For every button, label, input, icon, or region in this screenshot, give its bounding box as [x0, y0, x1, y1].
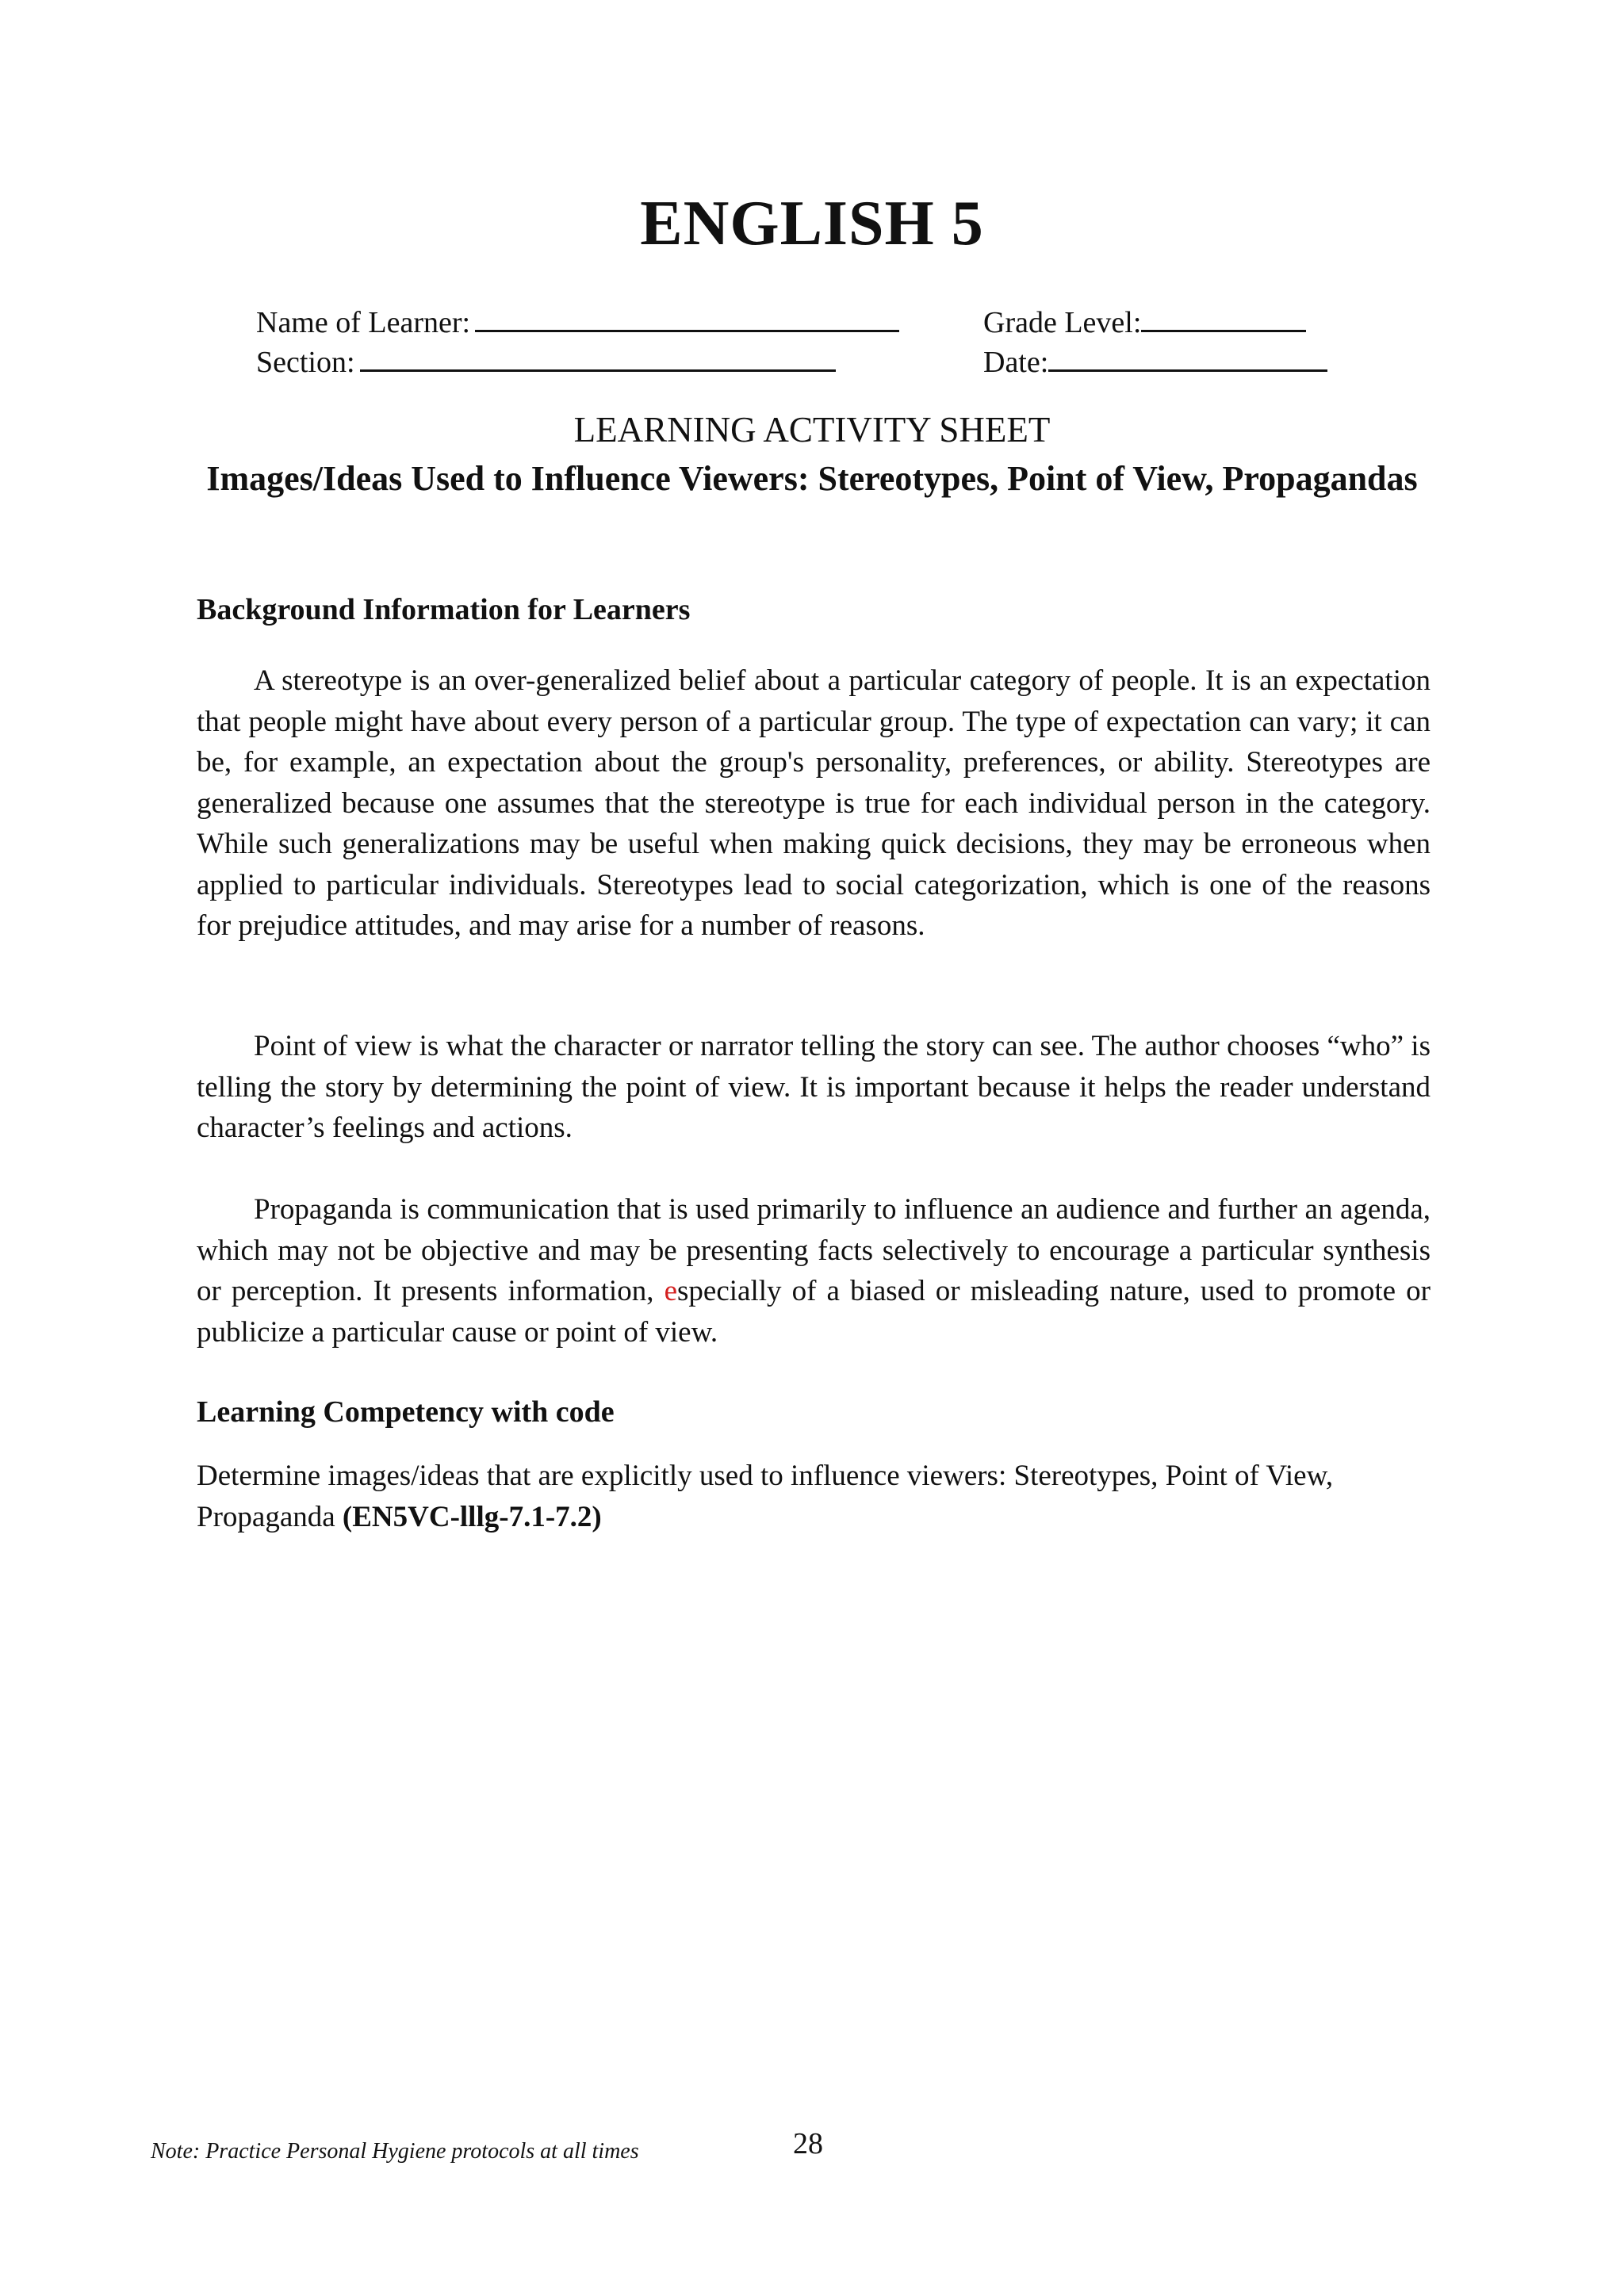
competency-description: Determine images/ideas that are explicitly used to influence viewers: Stereotypes, Point of View, Propaganda [197, 1460, 1334, 1533]
section-row [256, 341, 836, 381]
name-of-learner-blank [475, 301, 899, 332]
page-title: ENGLISH 5 [640, 189, 984, 258]
highlighted-letter: e [664, 1275, 677, 1307]
propaganda-text-start: Propaganda is communication that is used primarily to influence an audience and further an agenda, which may not be objective and may be presenting facts selectively to encourage a particular synthesis or perception. It presents information, [197, 1193, 1431, 1307]
competency-text [197, 1456, 1402, 1538]
section-blank [360, 341, 836, 372]
date-blank [1048, 341, 1327, 372]
date-label: Date: [983, 346, 1049, 379]
date-row [983, 341, 1327, 381]
grade-level-blank [1141, 301, 1306, 332]
competency-heading: Learning Competency with code [197, 1395, 615, 1429]
page-number: 28 [793, 2127, 823, 2160]
grade-level-label: Grade Level: [983, 306, 1142, 339]
name-of-learner-row [256, 301, 899, 342]
name-of-learner-label: Name of Learner: [256, 306, 471, 339]
propaganda-paragraph [197, 1189, 1431, 1353]
grade-level-row [983, 301, 1306, 342]
activity-sheet-label: LEARNING ACTIVITY SHEET [573, 410, 1051, 450]
section-label: Section: [256, 346, 355, 379]
propaganda-text-end: specially of a biased or misleading nature, used to promote or publicize a particular cause or point of view. [197, 1275, 1431, 1349]
point-of-view-paragraph: Point of view is what the character or narrator telling the story can see. The author chooses “who” is telling the story by determining the point of view. It is important because it helps the reader understand character’s feelings and actions. [197, 1030, 1431, 1144]
competency-code: (EN5VC-lllg-7.1-7.2) [342, 1501, 602, 1533]
background-heading: Background Information for Learners [197, 593, 691, 626]
footer-note: Note: Practice Personal Hygiene protocols at all times [151, 2139, 639, 2164]
stereotype-paragraph: A stereotype is an over-generalized belief about a particular category of people. It is an expectation that people might have about every person of a particular group. The type of expectation can vary; it can be, for example, an expectation about the group's personality, preferences, or ability. Stereotypes are generalized because one assumes that the stereotype is true for each individual person in the category. While such generalizations may be useful when making quick decisions, they may be erroneous when applied to particular individuals. Stereotypes lead to social categorization, which is one of the reasons for prejudice attitudes, and may arise for a number of reasons. [197, 664, 1431, 942]
activity-sheet-title: Images/Ideas Used to Influence Viewers: Stereotypes, Point of View, Propagandas [206, 459, 1418, 498]
